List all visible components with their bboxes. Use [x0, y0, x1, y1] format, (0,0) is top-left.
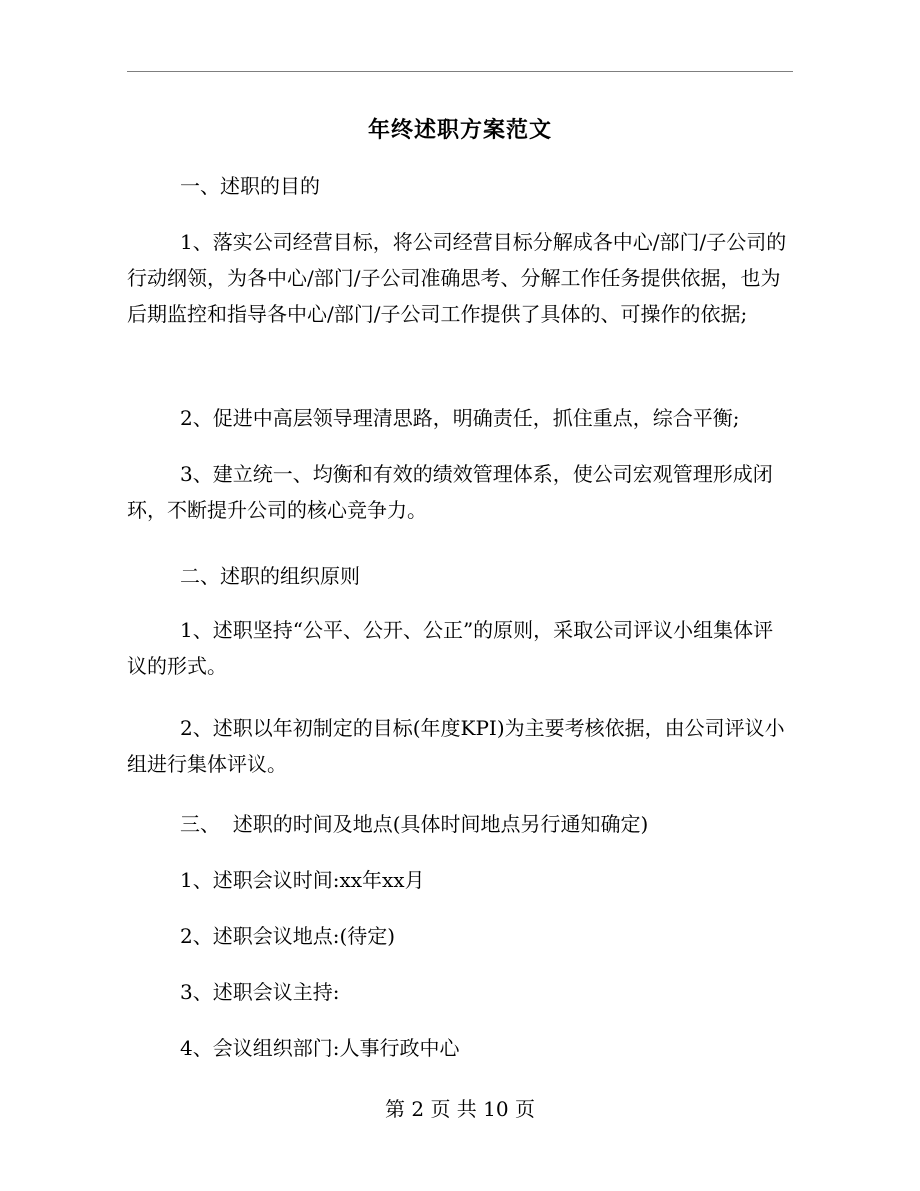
section-heading-2: 二、述职的组织原则: [180, 564, 360, 588]
paragraph-3-3: 3、述职会议主持:: [180, 980, 340, 1004]
paragraph-1-1: 1、落实公司经营目标，将公司经营目标分解成各中心/部门/子公司的行动纲领，为各中心/部门/子公司准确思考、分解工作任务提供依据，也为后期监控和指导各中心/部门/子公司工作提供了具体的、可操作的依据;: [127, 230, 787, 326]
paragraph-3-1: 1、述职会议时间:xx年xx月: [180, 868, 425, 892]
paragraph-2-1: 1、述职坚持“公平、公开、公正”的原则，采取公司评议小组集体评议的形式。: [127, 618, 774, 678]
paragraph-1-3: 3、建立统一、均衡和有效的绩效管理体系，使公司宏观管理形成闭环，不断提升公司的核心竞争力。: [127, 462, 773, 522]
paragraph-3-2: 2、述职会议地点:(待定): [180, 924, 396, 948]
paragraph-1-2: 2、促进中高层领导理清思路，明确责任，抓住重点，综合平衡;: [180, 406, 740, 430]
paragraph-3-4: 4、会议组织部门:人事行政中心: [180, 1036, 460, 1060]
paragraph-2-2: 2、述职以年初制定的目标(年度KPI)为主要考核依据，由公司评议小组进行集体评议。: [127, 716, 785, 776]
header-rule: [127, 71, 793, 72]
section-heading-3: 三、 述职的时间及地点(具体时间地点另行通知确定): [180, 812, 649, 836]
section-heading-1: 一、述职的目的: [180, 174, 320, 198]
document-title: 年终述职方案范文: [367, 117, 552, 143]
page-number-footer: 第 2 页 共 10 页: [385, 1097, 535, 1121]
